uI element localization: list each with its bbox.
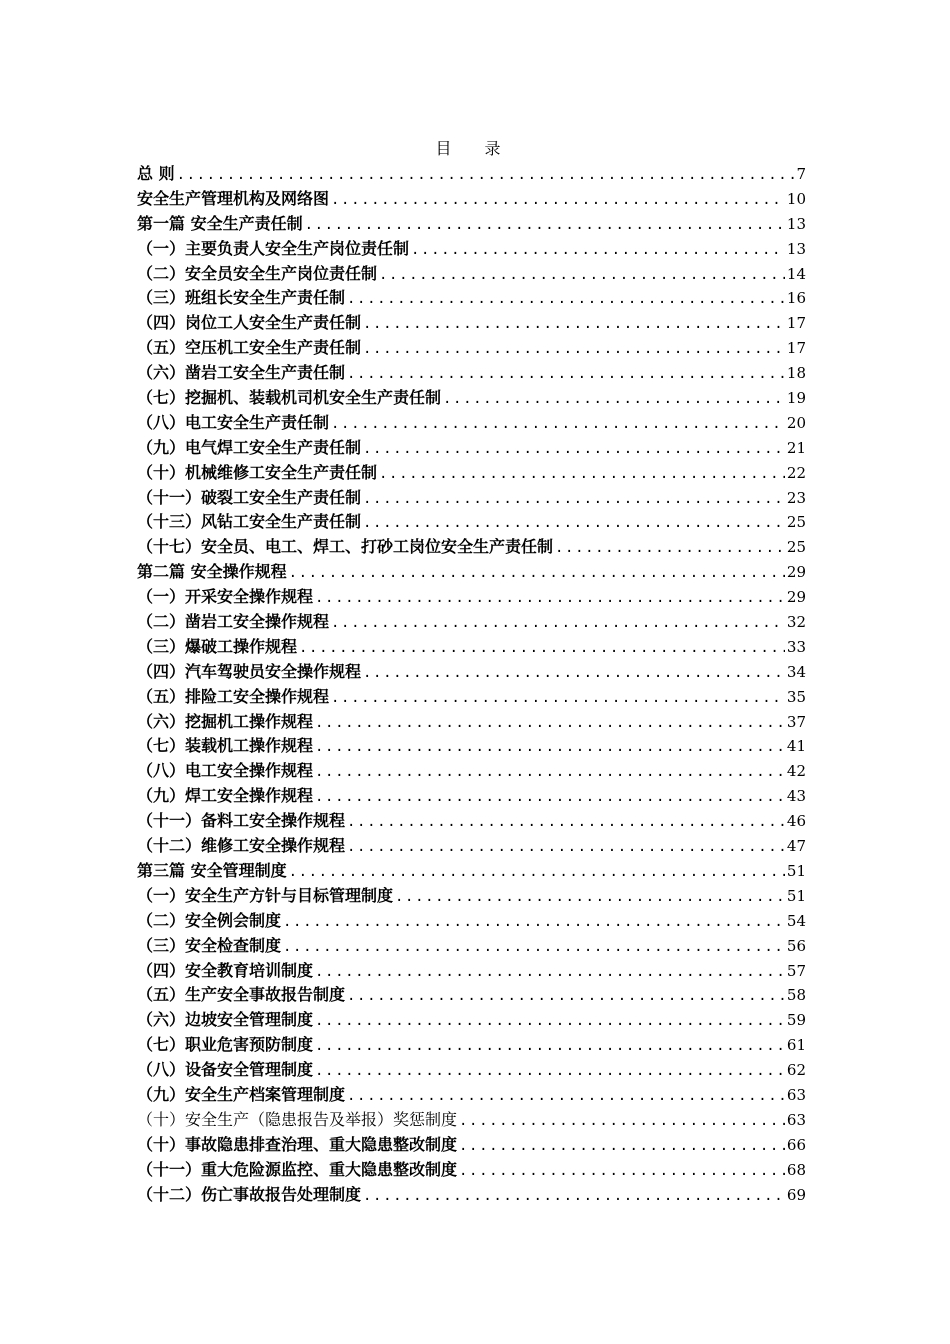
toc-entry-page-number: 68 xyxy=(786,1160,806,1179)
toc-entry-title: （十三）风钻工安全生产责任制 xyxy=(137,512,362,532)
toc-entry-page-number: 10 xyxy=(786,189,806,208)
toc-entry-title: （九）焊工安全操作规程 xyxy=(137,786,314,806)
toc-entry-page-number: 46 xyxy=(786,812,806,831)
toc-dot-leader xyxy=(555,536,785,560)
toc-dot-leader xyxy=(289,860,785,884)
toc-dot-leader xyxy=(315,760,785,784)
toc-entry[interactable] xyxy=(137,635,806,660)
toc-dot-leader xyxy=(347,287,785,311)
toc-entry[interactable] xyxy=(137,1133,806,1158)
toc-dot-leader xyxy=(347,984,785,1008)
toc-dot-leader xyxy=(331,412,785,436)
toc-entry-page-number: 17 xyxy=(786,339,806,358)
toc-entry[interactable] xyxy=(137,311,806,336)
toc-entry[interactable] xyxy=(137,336,806,361)
toc-entry-page-number: 17 xyxy=(786,314,806,333)
toc-entry-title: （十一）重大危险源监控、重大隐患整改制度 xyxy=(137,1159,458,1179)
toc-entry-title: （三）班组长安全生产责任制 xyxy=(137,288,346,308)
toc-entry-title: （一）开采安全操作规程 xyxy=(137,587,314,607)
toc-list xyxy=(137,162,806,1207)
toc-dot-leader xyxy=(395,885,785,909)
toc-entry-page-number: 22 xyxy=(786,463,806,482)
toc-entry-page-number: 18 xyxy=(786,364,806,383)
toc-dot-leader xyxy=(459,1159,785,1183)
toc-entry-title: （八）电工安全生产责任制 xyxy=(137,412,330,432)
toc-entry-title: （二）凿岩工安全操作规程 xyxy=(137,612,330,632)
toc-entry[interactable] xyxy=(137,286,806,311)
toc-entry[interactable] xyxy=(137,411,806,436)
toc-entry-title: 第三篇 安全管理制度 xyxy=(137,860,287,880)
toc-entry-page-number: 33 xyxy=(786,637,806,656)
toc-entry-title: 安全生产管理机构及网络图 xyxy=(137,188,330,208)
toc-entry-page-number: 29 xyxy=(786,563,806,582)
toc-entry-page-number: 63 xyxy=(786,1110,806,1129)
toc-entry-page-number: 63 xyxy=(786,1085,806,1104)
toc-title: 目 录 xyxy=(435,139,515,158)
toc-entry-title: （六）边坡安全管理制度 xyxy=(137,1010,314,1030)
toc-entry[interactable] xyxy=(137,262,806,287)
toc-entry-page-number: 41 xyxy=(786,737,806,756)
toc-entry-page-number: 56 xyxy=(786,936,806,955)
toc-dot-leader xyxy=(363,1184,785,1208)
toc-entry-page-number: 51 xyxy=(786,861,806,880)
toc-entry[interactable] xyxy=(137,560,806,585)
toc-dot-leader xyxy=(331,188,785,212)
toc-entry[interactable] xyxy=(137,610,806,635)
toc-entry-title: （三）安全检查制度 xyxy=(137,935,282,955)
toc-entry-title: （七）挖掘机、装载机司机安全生产责任制 xyxy=(137,388,442,408)
toc-dot-leader xyxy=(379,462,785,486)
toc-dot-leader xyxy=(315,711,785,735)
toc-entry-title: （十一）备料工安全操作规程 xyxy=(137,811,346,831)
toc-entry-page-number: 43 xyxy=(786,787,806,806)
toc-entry[interactable] xyxy=(137,486,806,511)
toc-entry[interactable] xyxy=(137,934,806,959)
toc-dot-leader xyxy=(283,935,785,959)
toc-dot-leader xyxy=(331,611,785,635)
toc-entry-title: （三）爆破工操作规程 xyxy=(137,636,298,656)
toc-entry-title: （十二）维修工安全操作规程 xyxy=(137,836,346,856)
toc-dot-leader xyxy=(289,561,785,585)
toc-entry-title: （十七）安全员、电工、焊工、打砂工岗位安全生产责任制 xyxy=(137,537,554,557)
toc-entry-page-number: 42 xyxy=(786,762,806,781)
toc-entry-title: （八）电工安全操作规程 xyxy=(137,761,314,781)
toc-entry-title: （四）岗位工人安全生产责任制 xyxy=(137,313,362,333)
toc-entry-page-number: 35 xyxy=(786,687,806,706)
toc-entry[interactable] xyxy=(137,1008,806,1033)
toc-dot-leader xyxy=(305,213,785,237)
toc-entry[interactable] xyxy=(137,162,806,187)
toc-entry-title: （十一）破裂工安全生产责任制 xyxy=(137,487,362,507)
toc-entry[interactable] xyxy=(137,386,806,411)
toc-entry[interactable] xyxy=(137,461,806,486)
toc-entry[interactable] xyxy=(137,535,806,560)
toc-entry[interactable] xyxy=(137,436,806,461)
toc-dot-leader xyxy=(443,387,785,411)
toc-entry-page-number: 66 xyxy=(786,1135,806,1154)
toc-entry[interactable] xyxy=(137,660,806,685)
toc-entry[interactable] xyxy=(137,1158,806,1183)
toc-entry[interactable] xyxy=(137,361,806,386)
toc-entry-page-number: 51 xyxy=(786,886,806,905)
toc-dot-leader xyxy=(459,1134,785,1158)
toc-entry-title: （一）安全生产方针与目标管理制度 xyxy=(137,885,394,905)
toc-entry-title: （十）安全生产（隐患报告及举报）奖惩制度 xyxy=(137,1109,458,1129)
toc-entry[interactable] xyxy=(137,237,806,262)
toc-dot-leader xyxy=(379,263,785,287)
toc-entry-page-number: 57 xyxy=(786,961,806,980)
toc-entry-page-number: 54 xyxy=(786,911,806,930)
toc-entry-page-number: 25 xyxy=(786,538,806,557)
toc-entry[interactable] xyxy=(137,1058,806,1083)
toc-entry-title: （四）安全教育培训制度 xyxy=(137,960,314,980)
toc-entry-page-number: 14 xyxy=(786,264,806,283)
toc-dot-leader xyxy=(347,810,785,834)
toc-entry[interactable] xyxy=(137,809,806,834)
toc-entry-title: （二）安全员安全生产岗位责任制 xyxy=(137,263,378,283)
toc-entry-title: （四）汽车驾驶员安全操作规程 xyxy=(137,661,362,681)
toc-entry-page-number: 25 xyxy=(786,513,806,532)
toc-entry-page-number: 7 xyxy=(796,165,806,183)
toc-entry[interactable] xyxy=(137,1108,806,1133)
toc-entry-page-number: 13 xyxy=(786,214,806,233)
toc-entry-page-number: 21 xyxy=(786,438,806,457)
toc-entry[interactable] xyxy=(137,909,806,934)
toc-entry-title: （六）凿岩工安全生产责任制 xyxy=(137,363,346,383)
toc-entry-title: （五）排险工安全操作规程 xyxy=(137,686,330,706)
toc-entry-title: （十）机械维修工安全生产责任制 xyxy=(137,462,378,482)
toc-dot-leader xyxy=(315,586,785,610)
toc-entry-page-number: 23 xyxy=(786,488,806,507)
toc-entry-page-number: 16 xyxy=(786,289,806,308)
toc-dot-leader xyxy=(363,437,785,461)
toc-dot-leader xyxy=(411,238,785,262)
toc-entry-title: （五）生产安全事故报告制度 xyxy=(137,985,346,1005)
toc-entry-title: （八）设备安全管理制度 xyxy=(137,1060,314,1080)
toc-dot-leader xyxy=(363,487,785,511)
toc-dot-leader xyxy=(363,511,785,535)
toc-entry[interactable] xyxy=(137,1183,806,1208)
toc-dot-leader xyxy=(315,785,785,809)
toc-entry-title: 第二篇 安全操作规程 xyxy=(137,562,287,582)
toc-entry-page-number: 32 xyxy=(786,613,806,632)
toc-entry-page-number: 58 xyxy=(786,986,806,1005)
toc-dot-leader xyxy=(363,661,785,685)
toc-entry[interactable] xyxy=(137,983,806,1008)
toc-entry[interactable] xyxy=(137,685,806,710)
toc-entry-page-number: 29 xyxy=(786,588,806,607)
toc-dot-leader xyxy=(363,312,785,336)
toc-entry[interactable] xyxy=(137,187,806,212)
toc-entry-title: 第一篇 安全生产责任制 xyxy=(137,213,303,233)
toc-entry[interactable] xyxy=(137,834,806,859)
toc-dot-leader xyxy=(283,910,785,934)
toc-dot-leader xyxy=(331,686,785,710)
toc-entry[interactable] xyxy=(137,585,806,610)
toc-entry-title: （七）职业危害预防制度 xyxy=(137,1035,314,1055)
toc-entry[interactable] xyxy=(137,710,806,735)
toc-entry-page-number: 61 xyxy=(786,1036,806,1055)
toc-entry-title: （九）安全生产档案管理制度 xyxy=(137,1084,346,1104)
toc-entry-page-number: 13 xyxy=(786,239,806,258)
toc-entry[interactable] xyxy=(137,1033,806,1058)
toc-entry[interactable] xyxy=(137,959,806,984)
toc-dot-leader xyxy=(315,960,785,984)
toc-entry-page-number: 19 xyxy=(786,389,806,408)
toc-dot-leader xyxy=(315,1009,785,1033)
toc-entry-page-number: 62 xyxy=(786,1061,806,1080)
toc-entry-title: （五）空压机工安全生产责任制 xyxy=(137,338,362,358)
toc-dot-leader xyxy=(299,636,785,660)
toc-entry[interactable] xyxy=(137,759,806,784)
toc-entry-title: 总 则 xyxy=(137,164,175,183)
toc-dot-leader xyxy=(347,835,785,859)
toc-entry[interactable] xyxy=(137,212,806,237)
toc-entry-title: （十二）伤亡事故报告处理制度 xyxy=(137,1184,362,1204)
toc-entry[interactable] xyxy=(137,859,806,884)
toc-entry-title: （十）事故隐患排查治理、重大隐患整改制度 xyxy=(137,1134,458,1154)
toc-entry[interactable] xyxy=(137,510,806,535)
toc-dot-leader xyxy=(315,735,785,759)
toc-entry[interactable] xyxy=(137,784,806,809)
toc-dot-leader xyxy=(459,1109,785,1133)
toc-entry-page-number: 20 xyxy=(786,413,806,432)
toc-entry[interactable] xyxy=(137,734,806,759)
toc-entry[interactable] xyxy=(137,1083,806,1108)
toc-dot-leader xyxy=(315,1034,785,1058)
toc-dot-leader xyxy=(347,1084,785,1108)
toc-dot-leader xyxy=(347,362,785,386)
toc-entry[interactable] xyxy=(137,884,806,909)
toc-entry-page-number: 69 xyxy=(786,1185,806,1204)
toc-entry-title: （七）装载机工操作规程 xyxy=(137,736,314,756)
toc-entry-page-number: 47 xyxy=(786,837,806,856)
toc-dot-leader xyxy=(363,337,785,361)
toc-entry-page-number: 34 xyxy=(786,662,806,681)
toc-entry-title: （二）安全例会制度 xyxy=(137,910,282,930)
toc-entry-title: （一）主要负责人安全生产岗位责任制 xyxy=(137,238,410,258)
toc-dot-leader xyxy=(177,163,795,187)
toc-entry-page-number: 59 xyxy=(786,1011,806,1030)
toc-entry-page-number: 37 xyxy=(786,712,806,731)
toc-entry-title: （九）电气焊工安全生产责任制 xyxy=(137,437,362,457)
toc-entry-title: （六）挖掘机工操作规程 xyxy=(137,711,314,731)
toc-dot-leader xyxy=(315,1059,785,1083)
